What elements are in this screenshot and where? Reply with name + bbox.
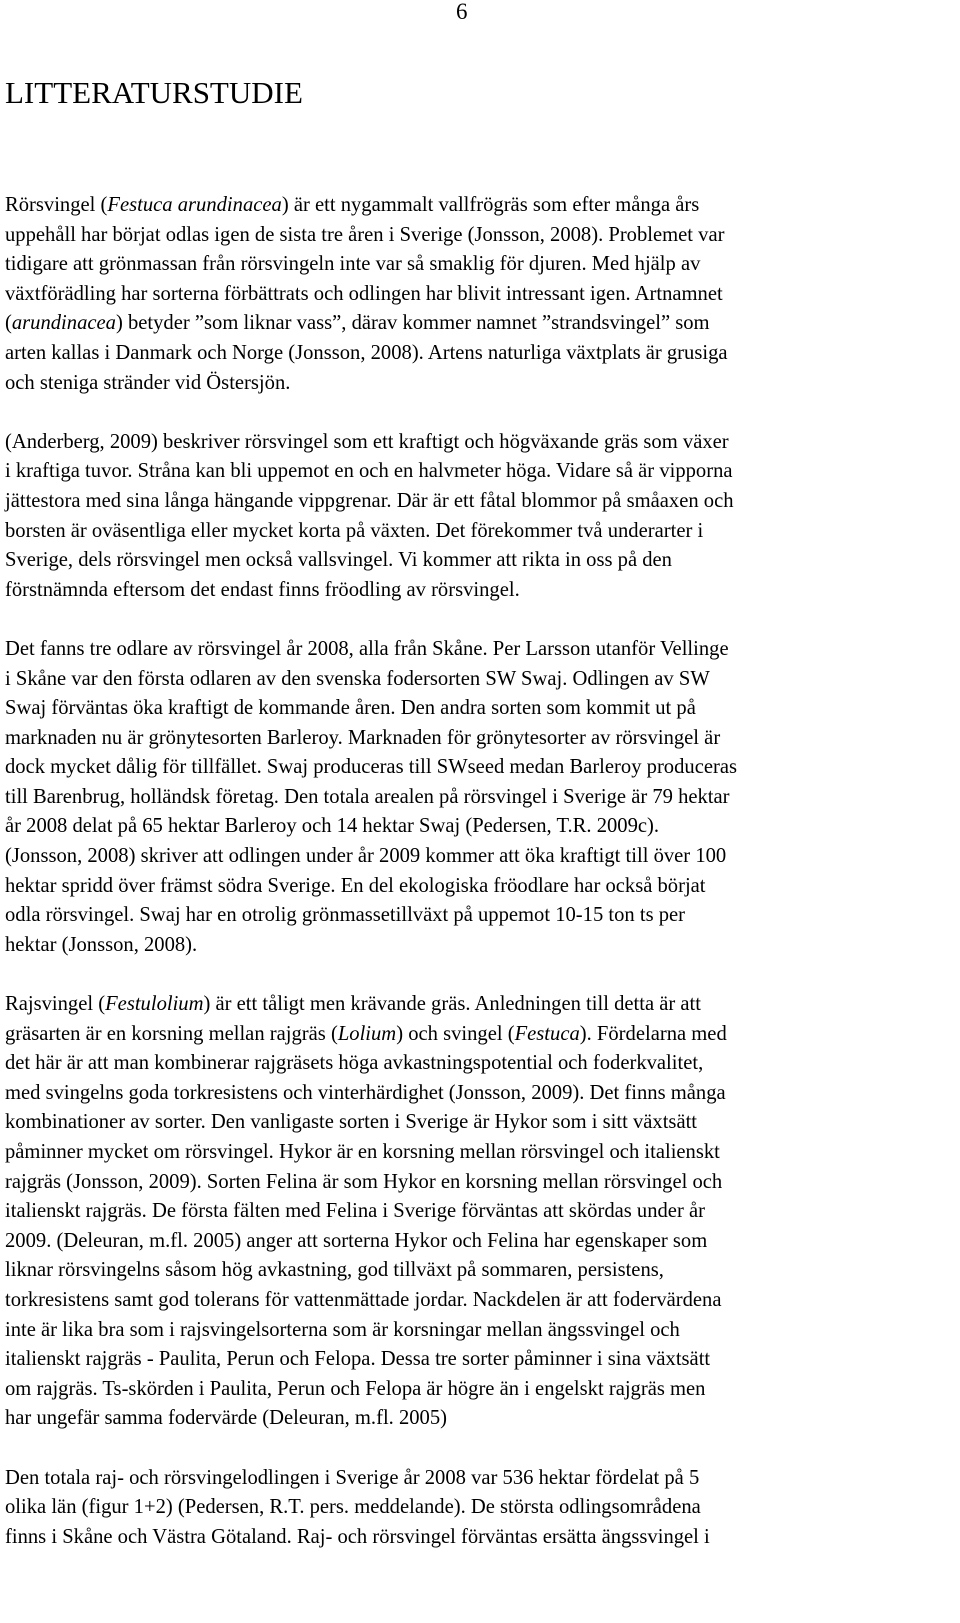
page-number: 6 — [456, 0, 468, 24]
text-line — [5, 990, 945, 1020]
paragraph — [5, 990, 945, 1434]
text-segment: år 2008 delat på 65 hektar Barleroy och 14 hektar Swaj (Pedersen, T.R. 2009c). — [5, 815, 660, 838]
text-line — [5, 635, 945, 665]
text-line — [5, 1523, 945, 1553]
text-line — [5, 753, 945, 783]
text-line — [5, 1375, 945, 1405]
text-line — [5, 546, 945, 576]
text-line — [5, 724, 945, 754]
text-segment: jättestora med sina långa hängande vippgrenar. Där är ett fåtal blommor på småaxen och — [5, 489, 734, 512]
text-segment: borsten är oväsentliga eller mycket korta på växten. Det förekommer två underarter i — [5, 519, 704, 542]
text-line — [5, 1168, 945, 1198]
section-title: LITTERATURSTUDIE — [5, 75, 303, 110]
text-segment: om rajgräs. Ts-skörden i Paulita, Perun och Felopa är högre än i engelskt rajgräs men — [5, 1377, 706, 1400]
text-line — [5, 783, 945, 813]
paragraph — [5, 1464, 945, 1553]
text-segment: marknaden nu är grönytesorten Barleroy. Marknaden för grönytesorter av rörsvingel är — [5, 726, 721, 749]
text-segment: ( — [5, 312, 12, 335]
italic-term: Festuca arundinacea — [107, 194, 282, 216]
text-line — [5, 665, 945, 695]
text-segment: finns i Skåne och Västra Götaland. Raj- och rörsvingel förväntas ersätta ängssvingel i — [5, 1525, 710, 1548]
text-segment: förstnämnda eftersom det endast finns fröodling av rörsvingel. — [5, 578, 520, 601]
text-segment: Rörsvingel ( — [5, 194, 108, 216]
text-line — [5, 1345, 945, 1375]
text-segment: dock mycket dålig för tillfället. Swaj produceras till SWseed medan Barleroy produceras — [5, 756, 737, 779]
paragraph — [5, 428, 945, 606]
paragraph — [5, 191, 945, 398]
italic-term: arundinacea — [11, 312, 116, 335]
text-segment: uppehåll har börjat odlas igen de sista tre åren i Sverige (Jonsson, 2008). Problemet var — [5, 223, 725, 246]
text-segment: (Jonsson, 2008) skriver att odlingen under år 2009 kommer att öka kraftigt till över 100 — [5, 845, 727, 868]
text-segment: italienskt rajgräs. De första fälten med Felina i Sverige förväntas att skördas under år — [5, 1200, 705, 1223]
text-segment: ) är ett nygammalt vallfrögräs som efter många års — [281, 194, 700, 216]
text-segment: ) betyder ”som liknar vass”, därav kommer namnet ”strandsvingel” som — [115, 312, 710, 335]
text-segment: (Anderberg, 2009) beskriver rörsvingel som ett kraftigt och högväxande gräs som växer — [5, 430, 729, 453]
text-segment: och steniga stränder vid Östersjön. — [5, 371, 291, 394]
text-segment: ) och svingel ( — [396, 1022, 515, 1045]
text-line — [5, 1138, 945, 1168]
text-segment: växtförädling har sorterna förbättrats och odlingen har blivit intressant igen. Artnamnet — [5, 282, 723, 305]
text-segment: Det fanns tre odlare av rörsvingel år 2008, alla från Skåne. Per Larsson utanför Vellinge — [5, 637, 729, 660]
text-segment: inte är lika bra som i rajsvingelsorterna som är korsningar mellan ängssvingel och — [5, 1318, 680, 1341]
text-line — [5, 1079, 945, 1109]
text-line — [5, 1404, 945, 1434]
text-segment: ) är ett tåligt men krävande gräs. Anledningen till detta är att — [203, 993, 701, 1016]
text-line — [5, 1197, 945, 1227]
text-segment: har ungefär samma fodervärde (Deleuran, m.fl. 2005) — [5, 1407, 448, 1430]
text-line — [5, 250, 945, 280]
text-line — [5, 487, 945, 517]
text-line — [5, 428, 945, 458]
text-segment: torkresistens samt god tolerans för vattenmättade jordar. Nackdelen är att fodervärdena — [5, 1288, 722, 1311]
text-line — [5, 517, 945, 547]
text-line — [5, 872, 945, 902]
text-segment: i kraftiga tuvor. Stråna kan bli uppemot en och en halvmeter höga. Vidare så är vipporna — [5, 460, 733, 483]
text-line — [5, 309, 945, 339]
text-line — [5, 576, 945, 606]
text-line — [5, 1493, 945, 1523]
text-segment: Sverige, dels rörsvingel men också vallsvingel. Vi kommer att rikta in oss på den — [5, 549, 672, 572]
text-segment: olika län (figur 1+2) (Pedersen, R.T. pers. meddelande). De största odlingsområdena — [5, 1496, 701, 1519]
text-segment: det här är att man kombinerar rajgräsets höga avkastningspotential och foderkvalitet, — [5, 1052, 704, 1075]
text-line — [5, 191, 945, 221]
text-line — [5, 1316, 945, 1346]
text-line — [5, 1020, 945, 1050]
text-segment: arten kallas i Danmark och Norge (Jonsson, 2008). Artens naturliga växtplats är grusiga — [5, 341, 728, 364]
text-line — [5, 812, 945, 842]
text-segment: Swaj förväntas öka kraftigt de kommande åren. Den andra sorten som kommit ut på — [5, 697, 696, 720]
text-segment: med svingelns goda torkresistens och vinterhärdighet (Jonsson, 2009). Det finns många — [5, 1081, 726, 1104]
text-segment: ). Fördelarna med — [579, 1022, 727, 1045]
text-line — [5, 457, 945, 487]
body-text — [5, 191, 945, 1582]
text-segment: hektar (Jonsson, 2008). — [5, 933, 198, 956]
text-line — [5, 339, 945, 369]
text-segment: odla rörsvingel. Swaj har en otrolig grönmassetillväxt på uppemot 10-15 ton ts per — [5, 904, 686, 927]
text-line — [5, 1227, 945, 1257]
text-segment: påminner mycket om rörsvingel. Hykor är en korsning mellan rörsvingel och italienskt — [5, 1141, 720, 1163]
italic-term: Lolium — [337, 1022, 397, 1045]
text-segment: liknar rörsvingelns såsom hög avkastning, god tillväxt på sommaren, persistens, — [5, 1259, 664, 1282]
text-line — [5, 1256, 945, 1286]
text-segment: Rajsvingel ( — [5, 993, 106, 1016]
text-segment: kombinationer av sorter. Den vanligaste sorten i Sverige är Hykor som i sitt växtsätt — [5, 1111, 698, 1134]
paragraph — [5, 635, 945, 961]
text-line — [5, 1286, 945, 1316]
text-segment: rajgräs (Jonsson, 2009). Sorten Felina är som Hykor en korsning mellan rörsvingel och — [5, 1170, 723, 1193]
italic-term: Festuca — [514, 1022, 580, 1045]
text-line — [5, 901, 945, 931]
text-segment: italienskt rajgräs - Paulita, Perun och Felopa. Dessa tre sorter påminner i sina växtsätt — [5, 1348, 711, 1371]
text-line — [5, 1049, 945, 1079]
text-segment: 2009. (Deleuran, m.fl. 2005) anger att sorterna Hykor och Felina har egenskaper som — [5, 1229, 708, 1252]
text-segment: i Skåne var den första odlaren av den svenska fodersorten SW Swaj. Odlingen av SW — [5, 667, 710, 690]
text-line — [5, 1108, 945, 1138]
text-segment: Den totala raj- och rörsvingelodlingen i Sverige år 2008 var 536 hektar fördelat på 5 — [5, 1466, 700, 1489]
text-line — [5, 221, 945, 251]
text-segment: hektar spridd över främst södra Sverige. En del ekologiska fröodlare har också börjat — [5, 874, 706, 897]
text-segment: till Barenbrug, holländsk företag. Den totala arealen på rörsvingel i Sverige är 79 hektar — [5, 785, 730, 808]
text-line — [5, 1464, 945, 1494]
text-segment: tidigare att grönmassan från rörsvingeln inte var så smaklig för djuren. Med hjälp av — [5, 253, 701, 276]
text-line — [5, 280, 945, 310]
text-line — [5, 931, 945, 961]
text-line — [5, 369, 945, 399]
text-line — [5, 842, 945, 872]
italic-term: Festulolium — [105, 993, 204, 1016]
text-segment: gräsarten är en korsning mellan rajgräs ( — [5, 1022, 338, 1045]
text-line — [5, 694, 945, 724]
